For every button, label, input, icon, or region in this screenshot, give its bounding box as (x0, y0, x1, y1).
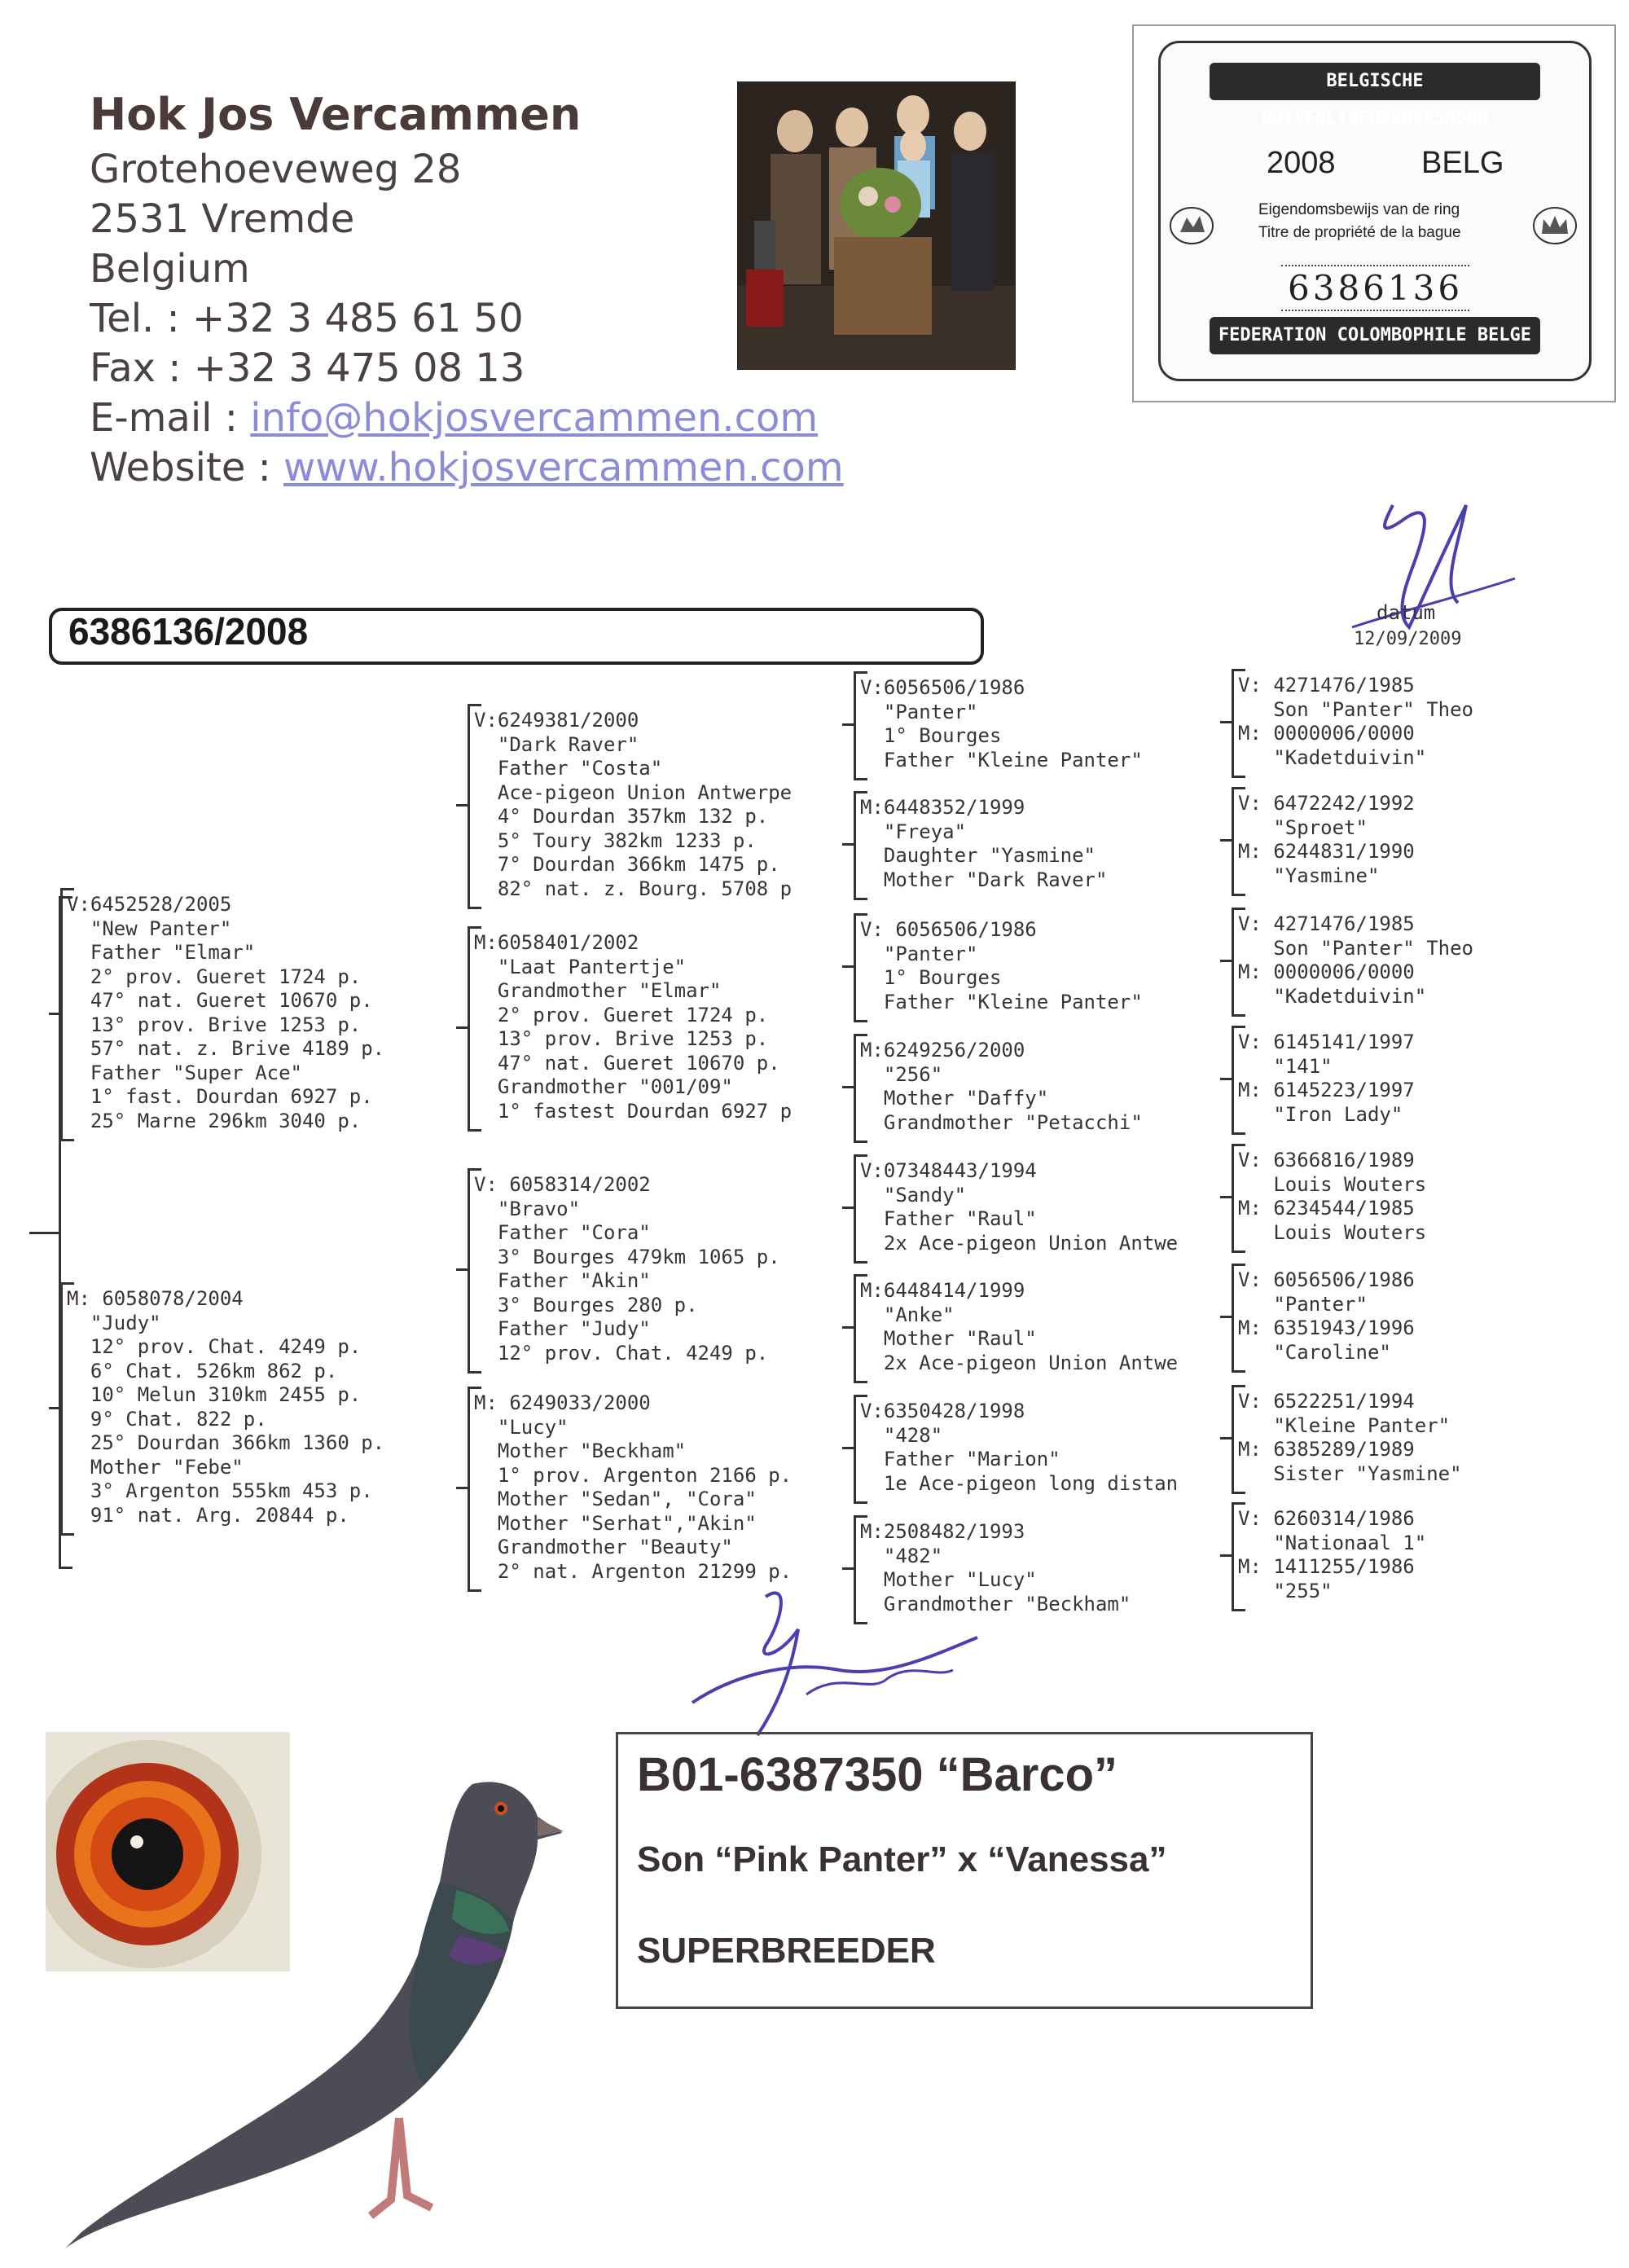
gen2-entry-3-line: Father "Cora" (474, 1221, 651, 1244)
gen3-entry-7-line: 1e Ace-pigeon long distan (860, 1471, 1179, 1495)
gen4-entry-1-line: Son "Panter" Theo (1238, 697, 1473, 721)
gen3-bracket (854, 913, 867, 1022)
gen4-entry-4-line: "Iron Lady" (1238, 1102, 1403, 1126)
gen3-entry-1-line: "Panter" (860, 700, 978, 723)
gen2-entry-2 (474, 931, 792, 1123)
stamp-label: datum (1377, 601, 1436, 624)
gen3-entry-5 (860, 1159, 1178, 1255)
gen3-connector (842, 1207, 854, 1209)
gen2-connector (456, 1026, 468, 1029)
gen2-entry-3-line: 3° Bourges 280 p. (474, 1293, 698, 1316)
gen4-entry-6-line: V: 6056506/1986 (1238, 1268, 1415, 1291)
gen4-entry-1-line: "Kadetduivin" (1238, 745, 1427, 769)
gen2-entry-1 (474, 709, 792, 901)
gen4-entry-2-line: "Yasmine" (1238, 864, 1380, 887)
gen3-entry-8-line: Mother "Lucy" (860, 1568, 1037, 1591)
gen3-bracket (854, 791, 867, 900)
gen3-entry-3-line: Father "Kleine Panter" (860, 990, 1143, 1013)
gen3-connector (842, 1447, 854, 1449)
gen2-entry-1-line: Ace-pigeon Union Antwerpe (474, 780, 793, 804)
gen3-bracket (854, 1395, 867, 1504)
gen4-entry-3-line: V: 4271476/1985 (1238, 912, 1415, 935)
gen3-bracket (854, 1154, 867, 1264)
gen4-entry-8-line: "255" (1238, 1579, 1333, 1602)
email-label: E-mail : (90, 395, 251, 441)
crown-crest-icon (1529, 203, 1581, 248)
gen3-entry-6-line: Mother "Raul" (860, 1327, 1037, 1350)
gen4-entry-4-line: M: 6145223/1997 (1238, 1079, 1415, 1101)
gen2-entry-3-line: V: 6058314/2002 (474, 1173, 651, 1196)
gen4-connector (1220, 1196, 1232, 1198)
gen4-entry-6-line: "Panter" (1238, 1292, 1368, 1316)
gen2-entry-2-line: Grandmother "001/09" (474, 1075, 733, 1098)
gen4-entry-8-line: "Nationaal 1" (1238, 1531, 1427, 1554)
gen4-entry-7-line: M: 6385289/1989 (1238, 1438, 1415, 1461)
group-photo-illustration (738, 82, 1015, 369)
gen3-connector (842, 1567, 854, 1570)
ring-country: BELG (1421, 146, 1504, 180)
gen2-bracket (468, 1387, 481, 1592)
website-link[interactable]: www.hokjosvercammen.com (283, 445, 844, 490)
gen3-entry-2 (860, 796, 1107, 892)
gen2-entry-3-line: 12° prov. Chat. 4249 p. (474, 1341, 769, 1365)
gen1-entry-2-line: 6° Chat. 526km 862 p. (67, 1359, 338, 1382)
featured-pigeon-tag: SUPERBREEDER (637, 1931, 936, 1971)
gen2-entry-2-line: 1° fastest Dourdan 6927 p (474, 1099, 793, 1123)
telephone: Tel. : +32 3 485 61 50 (90, 296, 524, 341)
gen3-entry-8-line: "482" (860, 1544, 943, 1567)
gen2-entry-1-line: V:6249381/2000 (474, 709, 639, 732)
gen4-entry-5-line: V: 6366816/1989 (1238, 1149, 1415, 1171)
ring-text-nl: Eigendomsbewijs van de ring (1258, 201, 1460, 218)
gen2-entry-2-line: 13° prov. Brive 1253 p. (474, 1027, 769, 1050)
gen2-entry-4 (474, 1391, 792, 1584)
gen2-entry-2-line: Grandmother "Elmar" (474, 979, 722, 1002)
gen3-connector (842, 723, 854, 726)
gen4-connector (1220, 839, 1232, 842)
gen4-entry-4 (1238, 1031, 1415, 1127)
gen1-entry-1-line: "New Panter" (67, 916, 232, 940)
gen2-entry-2-line: M:6058401/2002 (474, 931, 639, 954)
gen4-bracket (1232, 1264, 1245, 1373)
gen2-connector (456, 804, 468, 807)
gen4-entry-4-line: "141" (1238, 1054, 1333, 1078)
group-photo (737, 81, 1016, 370)
signature-bottom-icon (676, 1572, 994, 1752)
gen4-entry-5-line: Louis Wouters (1238, 1220, 1427, 1244)
gen2-entry-4-line: Grandmother "Beauty" (474, 1536, 733, 1558)
gen4-entry-7 (1238, 1390, 1462, 1486)
gen4-bracket (1232, 1385, 1245, 1494)
lion-crest-icon (1166, 203, 1218, 248)
gen3-entry-6-line: 2x Ace-pigeon Union Antwe (860, 1351, 1179, 1374)
gen3-entry-1-line: 1° Bourges (860, 724, 1002, 747)
gen1-entry-1-line: 1° fast. Dourdan 6927 p. (67, 1085, 373, 1108)
gen4-entry-3 (1238, 912, 1473, 1009)
email-link[interactable]: info@hokjosvercammen.com (250, 395, 819, 441)
ring-text-fr: Titre de propriété de la bague (1258, 224, 1461, 241)
gen4-entry-1 (1238, 674, 1473, 770)
gen4-entry-5 (1238, 1149, 1426, 1245)
gen1-entry-2-line: 91° nat. Arg. 20844 p. (67, 1503, 349, 1527)
gen4-entry-8-line: V: 6260314/1986 (1238, 1507, 1415, 1530)
gen2-entry-1-line: 82° nat. z. Bourg. 5708 p (474, 877, 793, 900)
gen2-entry-3 (474, 1173, 780, 1365)
gen3-entry-5-line: 2x Ace-pigeon Union Antwe (860, 1231, 1179, 1255)
gen4-entry-6-line: M: 6351943/1996 (1238, 1316, 1415, 1339)
country: Belgium (90, 246, 250, 292)
gen4-entry-6 (1238, 1268, 1415, 1365)
gen2-bracket (468, 1168, 481, 1374)
gen2-bracket (468, 926, 481, 1132)
gen4-connector (1220, 1078, 1232, 1080)
gen3-bracket (854, 1274, 867, 1383)
gen4-entry-3-line: Son "Panter" Theo (1238, 936, 1473, 960)
gen2-entry-1-line: 5° Toury 382km 1233 p. (474, 829, 757, 852)
ring-certificate (1132, 24, 1616, 402)
gen3-entry-2-line: Mother "Dark Raver" (860, 868, 1108, 891)
gen4-connector (1220, 1554, 1232, 1557)
gen2-entry-1-line: 7° Dourdan 366km 1475 p. (474, 853, 780, 876)
gen3-entry-1 (860, 676, 1143, 772)
gen4-entry-7-line: V: 6522251/1994 (1238, 1390, 1415, 1413)
signature-top-icon (1336, 489, 1531, 652)
city-address: 2531 Vremde (90, 196, 355, 242)
gen4-entry-7-line: Sister "Yasmine" (1238, 1461, 1462, 1485)
gen3-entry-3-line: "Panter" (860, 942, 978, 965)
gen3-connector (842, 1326, 854, 1329)
gen2-bracket (468, 704, 481, 909)
gen2-connector (456, 1268, 468, 1271)
gen3-entry-3 (860, 918, 1143, 1014)
gen2-entry-4-line: Mother "Serhat","Akin" (474, 1511, 757, 1535)
gen4-bracket (1232, 1144, 1245, 1253)
gen4-entry-5-line: Louis Wouters (1238, 1172, 1427, 1196)
gen1-entry-2-line: Mother "Febe" (67, 1455, 244, 1479)
gen3-entry-8-line: Grandmother "Beckham" (860, 1592, 1131, 1615)
gen3-entry-5-line: V:07348443/1994 (860, 1159, 1037, 1182)
gen3-bracket (854, 671, 867, 780)
gen2-entry-1-line: 4° Dourdan 357km 132 p. (474, 805, 769, 828)
gen4-bracket (1232, 787, 1245, 896)
gen2-entry-3-line: "Bravo" (474, 1197, 581, 1220)
gen2-entry-4-line: 1° prov. Argenton 2166 p. (474, 1463, 793, 1487)
gen4-bracket (1232, 908, 1245, 1017)
gen3-bracket (854, 1034, 867, 1143)
gen1-entry-2-line: 9° Chat. 822 p. (67, 1407, 267, 1431)
street-address: Grotehoeveweg 28 (90, 147, 462, 192)
gen4-entry-8-line: M: 1411255/1986 (1238, 1555, 1415, 1578)
gen4-bracket (1232, 1026, 1245, 1135)
gen3-entry-7 (860, 1400, 1178, 1496)
gen4-entry-1-line: M: 0000006/0000 (1238, 722, 1415, 745)
gen4-entry-7-line: "Kleine Panter" (1238, 1413, 1451, 1437)
gen4-entry-6-line: "Caroline" (1238, 1340, 1391, 1364)
email-row (90, 393, 818, 443)
gen4-entry-2-line: M: 6244831/1990 (1238, 840, 1415, 863)
gen3-connector (842, 843, 854, 846)
gen4-entry-2 (1238, 792, 1415, 888)
gen1-entry-1-line: 13° prov. Brive 1253 p. (67, 1013, 362, 1036)
gen4-entry-2-line: "Sproet" (1238, 815, 1368, 839)
gen2-entry-4-line: Mother "Sedan", "Cora" (474, 1488, 757, 1510)
gen4-entry-8 (1238, 1507, 1426, 1603)
gen2-entry-3-line: 3° Bourges 479km 1065 p. (474, 1245, 780, 1268)
website-row (90, 443, 844, 493)
stamp-date: 12/09/2009 (1354, 629, 1462, 649)
gen3-entry-6 (860, 1279, 1178, 1375)
gen2-entry-1-line: "Dark Raver" (474, 732, 639, 756)
gen2-entry-3-line: Father "Akin" (474, 1269, 651, 1292)
gen4-bracket (1232, 669, 1245, 778)
gen3-entry-8-line: M:2508482/1993 (860, 1520, 1025, 1543)
gen3-entry-4-line: Grandmother "Petacchi" (860, 1110, 1143, 1134)
ring-number: 6386136 (1281, 265, 1469, 311)
gen3-connector (842, 965, 854, 968)
gen2-entry-4-line: "Lucy" (474, 1415, 569, 1439)
gen1-entry-1-line: V:6452528/2005 (67, 893, 232, 916)
gen4-entry-5-line: M: 6234544/1985 (1238, 1197, 1415, 1220)
pigeon-id: 6386136/2008 (68, 610, 309, 653)
gen3-entry-7-line: Father "Marion" (860, 1448, 1060, 1470)
gen4-entry-1-line: V: 4271476/1985 (1238, 674, 1415, 697)
gen1-entry-2-line: "Judy" (67, 1311, 161, 1334)
gen3-entry-4-line: Mother "Daffy" (860, 1087, 1049, 1110)
ring-certificate-frame (1158, 41, 1592, 381)
gen4-entry-3-line: "Kadetduivin" (1238, 984, 1427, 1008)
gen4-connector (1220, 1316, 1232, 1318)
gen2-connector (456, 1487, 468, 1489)
gen3-connector (842, 1086, 854, 1088)
gen1-entry-1-line: Father "Elmar" (67, 941, 256, 964)
gen2-entry-4-line: 2° nat. Argenton 21299 p. (474, 1559, 793, 1583)
gen4-entry-4-line: V: 6145141/1997 (1238, 1031, 1415, 1053)
website-label: Website : (90, 445, 284, 490)
featured-pigeon-parentage: Son “Pink Panter” x “Vanessa” (637, 1839, 1167, 1879)
gen1-entry-2-line: 10° Melun 310km 2455 p. (67, 1383, 362, 1406)
gen1-entry-2-line: 25° Dourdan 366km 1360 p. (67, 1431, 385, 1454)
gen3-entry-7-line: "428" (860, 1423, 943, 1447)
gen2-entry-2-line: "Laat Pantertje" (474, 955, 687, 978)
gen3-entry-5-line: Father "Raul" (860, 1207, 1037, 1230)
gen1-entry-2-line: M: 6058078/2004 (67, 1287, 244, 1310)
gen2-entry-2-line: 47° nat. Gueret 10670 p. (474, 1051, 780, 1075)
loft-name: Hok Jos Vercammen (90, 89, 582, 140)
gen2-entry-4-line: Mother "Beckham" (474, 1439, 687, 1462)
gen2-entry-3-line: Father "Judy" (474, 1317, 651, 1340)
gen3-entry-7-line: V:6350428/1998 (860, 1400, 1025, 1422)
gen2-entry-1-line: Father "Costa" (474, 757, 663, 780)
pedigree-spine (59, 896, 72, 1569)
gen3-entry-2-line: M:6448352/1999 (860, 796, 1025, 819)
gen4-bracket (1232, 1502, 1245, 1611)
gen1-entry-1-line: 57° nat. z. Brive 4189 p. (67, 1037, 385, 1060)
gen3-entry-1-line: V:6056506/1986 (860, 676, 1025, 699)
gen4-connector (1220, 960, 1232, 962)
gen1-entry-1 (67, 893, 384, 1133)
gen3-entry-1-line: Father "Kleine Panter" (860, 748, 1143, 771)
gen3-entry-4 (860, 1039, 1143, 1135)
fax: Fax : +32 3 475 08 13 (90, 345, 525, 391)
gen3-entry-3-line: 1° Bourges (860, 966, 1002, 989)
gen3-entry-2-line: "Freya" (860, 820, 967, 843)
gen3-entry-3-line: V: 6056506/1986 (860, 918, 1037, 941)
gen3-entry-4-line: M:6249256/2000 (860, 1039, 1025, 1061)
gen2-entry-2-line: 2° prov. Gueret 1724 p. (474, 1003, 769, 1026)
gen3-entry-2-line: Daughter "Yasmine" (860, 844, 1096, 867)
gen1-entry-2-line: 12° prov. Chat. 4249 p. (67, 1335, 362, 1358)
gen3-entry-6-line: M:6448414/1999 (860, 1279, 1025, 1302)
pedigree-root-connector (29, 1232, 59, 1234)
gen1-entry-2 (67, 1287, 384, 1527)
gen4-connector (1220, 721, 1232, 723)
ring-top-band: BELGISCHE DUIVENLIEFHEBBERSBOND (1210, 63, 1540, 100)
gen1-entry-1-line: 25° Marne 296km 3040 p. (67, 1109, 362, 1132)
gen2-entry-4-line: M: 6249033/2000 (474, 1391, 651, 1414)
gen1-entry-1-line: 2° prov. Gueret 1724 p. (67, 965, 362, 988)
pigeon-photo (49, 1727, 570, 2248)
featured-pigeon-title: B01-6387350 “Barco” (637, 1748, 1118, 1801)
gen1-entry-1-line: 47° nat. Gueret 10670 p. (67, 989, 373, 1012)
gen1-entry-1-line: Father "Super Ace" (67, 1061, 302, 1084)
gen4-entry-3-line: M: 0000006/0000 (1238, 960, 1415, 983)
gen3-entry-6-line: "Anke" (860, 1303, 955, 1326)
gen1-entry-2-line: 3° Argenton 555km 453 p. (67, 1479, 373, 1502)
ring-bottom-band: FEDERATION COLOMBOPHILE BELGE (1210, 317, 1540, 354)
ring-year: 2008 (1267, 146, 1336, 180)
gen4-entry-2-line: V: 6472242/1992 (1238, 792, 1415, 815)
gen4-connector (1220, 1437, 1232, 1439)
gen3-entry-4-line: "256" (860, 1062, 943, 1086)
gen3-entry-5-line: "Sandy" (860, 1183, 967, 1207)
